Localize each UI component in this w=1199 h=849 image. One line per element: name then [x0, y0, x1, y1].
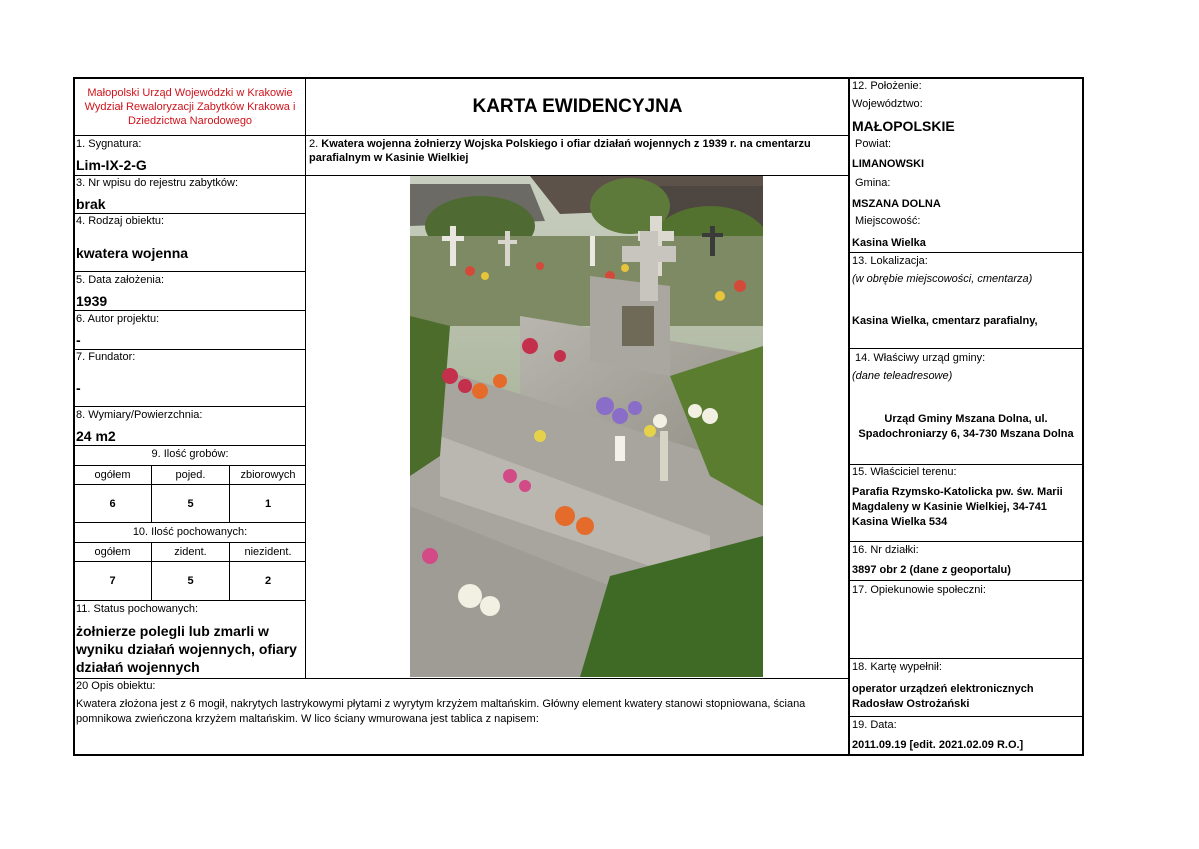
- land-owner-label: 15. Właściciel terenu:: [852, 466, 957, 478]
- social-guardians-label: 17. Opiekunowie społeczni:: [852, 584, 986, 596]
- status-line: wyniku działań wojennych, ofiary: [76, 641, 297, 657]
- registry-label: 3. Nr wpisu do rejestru zabytków:: [76, 177, 239, 189]
- project-author-label: 6. Autor projektu:: [76, 313, 160, 325]
- municipal-office-label: 14. Właściwy urząd gminy:: [855, 352, 986, 364]
- status-line: żołnierze polegli lub zmarli w: [76, 623, 269, 639]
- location-label: 12. Położenie:: [852, 80, 922, 92]
- signature-value: Lim-IX-2-G: [76, 157, 147, 173]
- filled-by-label: 18. Kartę wypełnił:: [852, 661, 942, 673]
- table-header: pojed.: [175, 469, 206, 481]
- object-name: [309, 137, 845, 165]
- district-label: Powiat:: [855, 138, 892, 150]
- table-cell: 6: [109, 498, 116, 510]
- table-cell: 2: [264, 575, 272, 587]
- voivodeship-value: MAŁOPOLSKIE: [852, 118, 955, 134]
- commune-label: Gmina:: [855, 177, 891, 189]
- object-name-line: parafialnym w Kasinie Wielkiej: [309, 152, 469, 164]
- table-header: zbiorowych: [240, 469, 296, 481]
- object-name-line: Kwatera wojenna żołnierzy Wojska Polskiego i ofiar działań wojennych z 1939 r. na cmentarzu: [321, 138, 811, 150]
- founding-date-value: 1939: [76, 293, 108, 309]
- grave-photo: [410, 176, 763, 677]
- founding-date-label: 5. Data założenia:: [76, 274, 165, 286]
- localization-hint: (w obrębie miejscowości, cmentarza): [852, 273, 1033, 285]
- description-line: Kwatera złożona jest z 6 mogił, nakrytych lastrykowymi płytami z wyrytym krzyżem maltańskim. Główny element kwatery stanowi stopniowana, ściana: [76, 698, 806, 710]
- description-line: pomnikowa zwieńczona krzyżem maltańskim. W lico ściany wmurowana jest tablica z napisem:: [76, 713, 539, 725]
- filled-by-value: [852, 682, 1082, 712]
- table-cell: 7: [109, 575, 116, 587]
- locality-value: Kasina Wielka: [852, 237, 926, 249]
- dimensions-label: 8. Wymiary/Powierzchnia:: [76, 409, 203, 421]
- date-value: 2011.09.19 [edit. 2021.02.09 R.O.]: [852, 739, 1024, 751]
- owner-line: Parafia Rzymsko-Katolicka pw. św. Marii: [852, 486, 1063, 498]
- table-cell: 5: [187, 498, 194, 510]
- institution-line: Małopolski Urząd Wojewódzki w Krakowie: [87, 87, 293, 99]
- table-header: zident.: [174, 546, 207, 558]
- municipal-office-hint: (dane teleadresowe): [852, 370, 953, 382]
- signature-label: 1. Sygnatura:: [76, 138, 142, 150]
- land-owner-value: [852, 485, 1082, 530]
- office-line: Spadochroniarzy 6, 34-730 Mszana Dolna: [858, 428, 1074, 440]
- commune-value: MSZANA DOLNA: [852, 198, 941, 210]
- founder-label: 7. Fundator:: [76, 351, 136, 363]
- localization-label: 13. Lokalizacja:: [852, 255, 928, 267]
- buried-count-label: 10. Ilość pochowanych:: [132, 526, 248, 538]
- municipal-office-value: [849, 412, 1083, 442]
- institution-line: Wydział Rewaloryzacji Zabytków Krakowa i: [84, 101, 296, 113]
- project-author-value: -: [76, 332, 81, 348]
- form-title: KARTA EWIDENCYJNA: [472, 96, 683, 117]
- filled-by-line: Radosław Ostrożański: [852, 698, 970, 710]
- buried-status-value: [76, 622, 306, 676]
- institution-line: Dziedzictwa Narodowego: [127, 115, 253, 127]
- buried-status-label: 11. Status pochowanych:: [76, 603, 199, 615]
- voivodeship-label: Województwo:: [852, 98, 923, 110]
- office-line: Urząd Gminy Mszana Dolna, ul.: [884, 413, 1048, 425]
- district-value: LIMANOWSKI: [852, 158, 925, 170]
- description-label: 20 Opis obiektu:: [76, 680, 156, 692]
- object-type-value: kwatera wojenna: [76, 245, 189, 261]
- object-type-label: 4. Rodzaj obiektu:: [76, 215, 165, 227]
- graves-count-label: 9. Ilość grobów:: [151, 448, 229, 460]
- table-header: ogółem: [94, 469, 131, 481]
- filled-by-line: operator urządzeń elektronicznych: [852, 683, 1034, 695]
- locality-label: Miejscowość:: [855, 215, 921, 227]
- localization-value: Kasina Wielka, cmentarz parafialny,: [852, 315, 1038, 327]
- registry-value: brak: [76, 196, 106, 212]
- owner-line: Kasina Wielka 534: [852, 516, 948, 528]
- founder-value: -: [76, 380, 81, 396]
- object-name-number: 2.: [309, 138, 319, 150]
- description-value: [76, 697, 846, 727]
- plot-number-label: 16. Nr działki:: [852, 544, 919, 556]
- table-cell: 1: [264, 498, 272, 510]
- status-line: działań wojennych: [76, 659, 200, 675]
- date-label: 19. Data:: [852, 719, 897, 731]
- dimensions-value: 24 m2: [76, 428, 116, 444]
- table-cell: 5: [187, 575, 194, 587]
- plot-number-value: 3897 obr 2 (dane z geoportalu): [852, 564, 1011, 576]
- owner-line: Magdaleny w Kasinie Wielkiej, 34-741: [852, 501, 1047, 513]
- table-header: niezident.: [244, 546, 292, 558]
- institution-name: [76, 86, 304, 128]
- table-header: ogółem: [94, 546, 131, 558]
